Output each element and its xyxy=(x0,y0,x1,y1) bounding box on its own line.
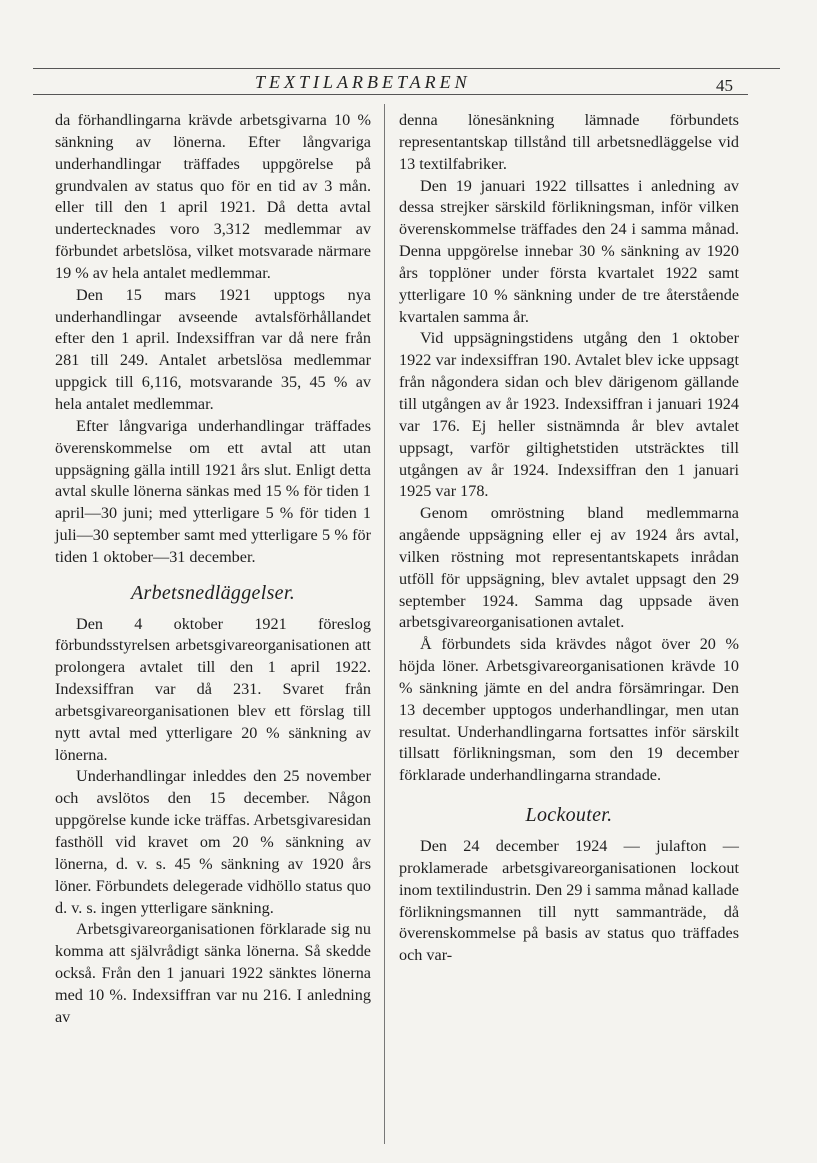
paragraph: Den 4 oktober 1921 föreslog förbundsstyrelsen arbetsgivareorganisationen att prolongera avtalet till den 1 april 1922. Indexsiffran var då 231. Svaret från arbetsgivareorganisationen blev ett förslag till nytt avtal med ytterligare 20 % sänkning av lönerna. xyxy=(55,614,371,764)
header-rule-top xyxy=(33,68,780,69)
running-title: TEXTILARBETAREN xyxy=(255,72,471,92)
paragraph: Underhandlingar inleddes den 25 november och avslötos den 15 december. Någon uppgörelse kunde icke träffas. Arbetsgivaresidan fasthöll vid kravet om 20 % sänkning av lönerna, d. v. s. 45 % sänkning av 1920 års löner. Förbundets delegerade vidhöllo status quo d. v. s. ingen ytterligare sänkning. xyxy=(55,767,371,917)
header-rule-bottom xyxy=(33,94,748,95)
section-heading-arbetsnedlaggelser: Arbetsnedläggelser. xyxy=(130,581,295,604)
paragraph: Efter långvariga underhandlingar träffades överenskommelse om ett avtal att utan uppsägning gälla intill 1921 års slut. Enligt detta avtal skulle lönerna sänkas med 15 % för tiden 1 april—30 juni; med ytterligare 5 % för tiden 1 juli—30 september samt med ytterligare 5 % för tiden 1 oktober—31 december. xyxy=(55,416,371,566)
paragraph: Vid uppsägningstidens utgång den 1 oktober 1922 var indexsiffran 190. Avtalet blev icke uppsagt från någondera sidan och blev därigenom gällande till utgången av år 1923. Indexsiffran i januari 1924 var 176. Ej heller sistnämnda år blev avtalet uppsagt, varför giltighetstiden utsträcktes till utgången av år 1924. Indexsiffran den 1 januari 1925 var 178. xyxy=(399,329,739,501)
paragraph: Genom omröstning bland medlemmarna angående uppsägning eller ej av 1924 års avtal, vilken röstning mot representantskapets inrådan utföll för uppsägning, blev avtalet uppsagt den 29 september 1924. Samma dag uppsade även arbetsgivareorganisationen avtalet. xyxy=(399,504,739,632)
paragraph: Arbetsgivareorganisationen förklarade sig nu komma att självrådigt sänka lönerna. Så skedde också. Från den 1 januari 1922 sänktes lönerna med 10 %. Indexsiffran var nu 216. I anledning av xyxy=(55,920,371,1026)
section-heading-lockouter: Lockouter. xyxy=(525,804,613,827)
left-column xyxy=(55,110,371,1029)
page-number: 45 xyxy=(716,76,733,95)
paragraph: Den 19 januari 1922 tillsattes i anledning av dessa strejker särskild förlikningsman, inför vilken överenskommelse träffades den 24 i samma månad. Denna uppgörelse innebar 30 % sänkning av 1920 års topplöner under första kvartalet 1922 samt ytterligare 10 % sänkning under de tre återstående kvartalen samma år. xyxy=(399,176,739,326)
paragraph: da förhandlingarna krävde arbetsgivarna 10 % sänkning av lönerna. Efter långvariga underhandlingar träffades uppgörelse på grundvalen av status quo för en tid av 3 mån. eller till den 1 april 1921. Då detta avtal undertecknades voro 3,312 medlemmar av förbundet arbetslösa, vilket motsvarade närmare 19 % av hela antalet medlemmar. xyxy=(55,111,371,282)
column-divider xyxy=(384,104,385,1144)
paragraph: Den 15 mars 1921 upptogs nya underhandlingar avseende avtalsförhållandet efter den 1 april. Indexsiffran var då nere från 281 till 249. Antalet arbetslösa medlemmar uppgick till 6,116, motsvarande 35, 45 % av hela antalet medlemmar. xyxy=(55,285,371,413)
paragraph: Å förbundets sida krävdes något över 20 % höjda löner. Arbetsgivareorganisationen krävde 10 % sänkning jämte en del andra försämringar. Den 13 december upptogos underhandlingar, men utan resultat. Underhandlingarna fortsattes inför särskilt tillsatt förlikningsman, som den 19 december förklarade underhandlingarna strandade. xyxy=(399,635,739,785)
paragraph: Den 24 december 1924 — julafton — proklamerade arbetsgivareorganisationen lockout inom textilindustrin. Den 29 i samma månad kallade förlikningsmannen till nytt sammanträde, då överenskommelse på basis av status quo träffades och var- xyxy=(399,837,739,965)
right-column xyxy=(399,110,739,967)
paragraph: denna lönesänkning lämnade förbundets representantskap tillstånd till arbetsnedläggelse vid 13 textilfabriker. xyxy=(399,111,739,173)
